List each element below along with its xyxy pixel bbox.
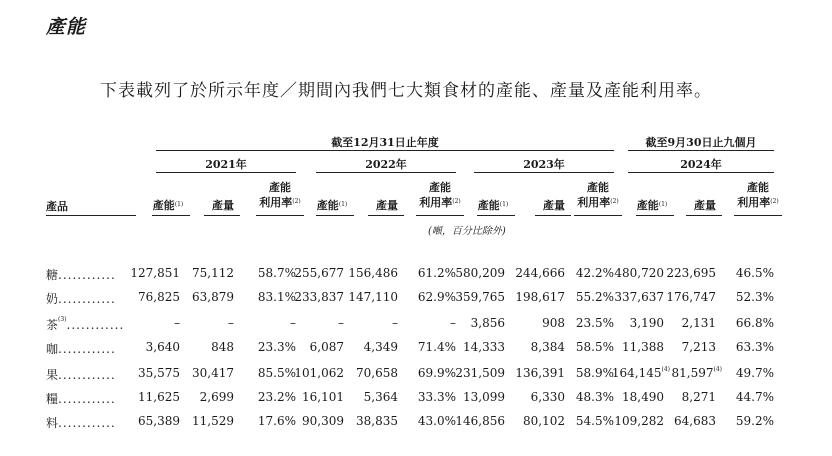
row-label <box>46 366 116 383</box>
col-header-utilization-line2 <box>574 195 622 210</box>
table-cell <box>614 266 664 280</box>
col-header-capacity <box>634 198 670 213</box>
table-cell <box>211 340 234 354</box>
col-header-capacity <box>475 198 511 213</box>
table-row <box>0 366 832 386</box>
unit-note: (噸，百分比除外) <box>428 226 506 237</box>
table-cell <box>294 366 344 380</box>
table-cell <box>515 290 565 304</box>
table-cell <box>392 316 398 330</box>
cell-value: – <box>228 316 234 330</box>
row-label <box>46 316 124 333</box>
leader-dots: ............ <box>58 342 116 356</box>
cell-value: 69.9% <box>417 366 456 380</box>
cell-value: 11,388 <box>622 340 664 354</box>
product-name: 糖 <box>46 268 59 282</box>
cell-value: 147,110 <box>348 290 398 304</box>
cell-value: 58.7% <box>257 266 296 280</box>
col-header-utilization <box>256 180 304 210</box>
cell-value: 61.2% <box>417 266 456 280</box>
table-cell <box>258 414 296 428</box>
rule-column-header <box>256 215 304 216</box>
cell-value: 85.5% <box>257 366 296 380</box>
year-2023: 2023年 <box>523 158 565 171</box>
table-cell <box>258 390 296 404</box>
table-cell <box>348 266 398 280</box>
cell-value: 30,417 <box>192 366 234 380</box>
footnote-marker: (2) <box>610 198 619 205</box>
table-cell <box>666 266 716 280</box>
table-cell <box>174 316 180 330</box>
cell-value: 38,835 <box>356 414 398 428</box>
row-label <box>46 414 116 431</box>
table-cell <box>228 316 234 330</box>
cell-value: 44.7% <box>735 390 774 404</box>
table-cell <box>294 266 344 280</box>
col-header-output: 產量 <box>376 199 398 212</box>
table-row <box>0 390 832 410</box>
cell-value: 3,856 <box>470 316 505 330</box>
footnote-marker: (3) <box>58 316 67 323</box>
cell-value: 223,695 <box>666 266 716 280</box>
cell-value: – <box>392 316 398 330</box>
table-cell <box>356 366 398 380</box>
table-cell <box>576 266 614 280</box>
table-cell <box>736 290 774 304</box>
table-cell <box>364 340 398 354</box>
table-row <box>0 340 832 360</box>
table-cell <box>258 340 296 354</box>
table-cell <box>736 390 774 404</box>
table-cell <box>463 340 505 354</box>
cell-value: 33.3% <box>417 390 456 404</box>
table-cell <box>515 366 565 380</box>
cell-value: 8,271 <box>681 390 716 404</box>
col-header-utilization-line2 <box>734 195 782 210</box>
table-cell <box>622 340 664 354</box>
cell-value: 70,658 <box>356 366 398 380</box>
cell-value: 63,879 <box>192 290 234 304</box>
table-cell <box>576 366 614 380</box>
table-cell <box>455 414 505 428</box>
leader-dots: ............ <box>66 318 125 332</box>
col-header-output: 產量 <box>543 199 565 212</box>
rule-product-header <box>46 215 136 216</box>
table-cell <box>455 266 505 280</box>
group-header-nine-months: 截至9月30日止九個月 <box>645 136 757 149</box>
table-cell <box>258 290 296 304</box>
product-name: 奶 <box>46 292 59 306</box>
cell-value: 146,856 <box>455 414 505 428</box>
cell-value: 16,101 <box>302 390 344 404</box>
table-cell <box>200 390 234 404</box>
product-name: 糧 <box>46 392 59 406</box>
cell-value: 59.2% <box>735 414 774 428</box>
table-cell <box>418 366 456 380</box>
cell-value: 255,677 <box>294 266 344 280</box>
rule-year-2022 <box>316 172 456 173</box>
cell-value: 7,213 <box>681 340 716 354</box>
year-2022: 2022年 <box>365 158 407 171</box>
col-header-utilization-label: 利用率 <box>419 196 453 209</box>
leader-dots: ............ <box>58 292 116 306</box>
table-cell <box>531 390 565 404</box>
table-cell <box>138 414 180 428</box>
table-cell <box>138 366 180 380</box>
cell-value: 23.3% <box>257 340 296 354</box>
footnote-marker: (4) <box>661 366 670 373</box>
cell-value: 42.2% <box>575 266 614 280</box>
product-name: 茶 <box>46 318 59 332</box>
table-cell <box>364 390 398 404</box>
table-cell <box>455 290 505 304</box>
year-2021: 2021年 <box>205 158 247 171</box>
cell-value: 71.4% <box>417 340 456 354</box>
table-cell <box>736 316 774 330</box>
col-header-utilization-line1: 產能 <box>587 181 609 194</box>
cell-value: 164,145 <box>611 366 662 380</box>
cell-value: 14,333 <box>463 340 505 354</box>
cell-value: 83.1% <box>257 290 296 304</box>
col-header-output: 產量 <box>212 199 234 212</box>
table-cell <box>338 316 344 330</box>
cell-value: 23.2% <box>257 390 296 404</box>
row-label <box>46 390 116 407</box>
row-label <box>46 290 116 307</box>
cell-value: – <box>450 316 456 330</box>
cell-value: 580,209 <box>455 266 505 280</box>
cell-value: 75,112 <box>192 266 234 280</box>
table-cell <box>258 266 296 280</box>
rule-column-header <box>316 215 354 216</box>
product-name: 料 <box>46 416 59 430</box>
table-cell <box>736 340 774 354</box>
cell-value: 101,062 <box>294 366 344 380</box>
table-cell <box>463 390 505 404</box>
cell-value: 81,597 <box>671 366 714 380</box>
table-cell <box>666 290 716 304</box>
table-cell <box>576 340 614 354</box>
footnote-marker: (1) <box>499 201 509 208</box>
cell-value: 65,389 <box>138 414 180 428</box>
cell-value: 52.3% <box>735 290 774 304</box>
table-cell <box>515 266 565 280</box>
cell-value: 63.3% <box>735 340 774 354</box>
table-cell <box>736 366 774 380</box>
cell-value: 11,625 <box>138 390 180 404</box>
cell-value: 233,837 <box>294 290 344 304</box>
cell-value: 3,640 <box>145 340 180 354</box>
footnote-marker: (2) <box>292 198 301 205</box>
table-row <box>0 290 832 310</box>
cell-value: 359,765 <box>455 290 505 304</box>
table-cell <box>418 340 456 354</box>
col-header-utilization-line2 <box>256 195 304 210</box>
cell-value: 35,575 <box>138 366 180 380</box>
rule-column-header <box>416 215 464 216</box>
cell-value: 244,666 <box>515 266 565 280</box>
table-cell <box>612 366 670 380</box>
table-cell <box>418 266 456 280</box>
table-row <box>0 316 832 336</box>
table-cell <box>138 290 180 304</box>
table-cell <box>614 414 664 428</box>
rule-column-header <box>686 215 722 216</box>
product-name: 果 <box>46 368 59 382</box>
cell-value: 58.5% <box>575 340 614 354</box>
table-cell <box>672 366 723 380</box>
cell-value: – <box>290 316 296 330</box>
table-cell <box>531 340 565 354</box>
col-header-utilization-label: 利用率 <box>737 196 771 209</box>
cell-value: 90,309 <box>302 414 344 428</box>
cell-value: 49.7% <box>735 366 774 380</box>
table-row <box>0 414 832 434</box>
col-header-capacity-label: 產能 <box>477 199 500 212</box>
cell-value: 127,851 <box>130 266 180 280</box>
col-header-utilization-line2 <box>416 195 464 210</box>
cell-value: 18,490 <box>622 390 664 404</box>
table-cell <box>294 290 344 304</box>
cell-value: 62.9% <box>417 290 456 304</box>
footnote-marker: (1) <box>338 201 348 208</box>
table-cell <box>130 266 180 280</box>
cell-value: 43.0% <box>417 414 456 428</box>
leader-dots: ............ <box>58 268 116 282</box>
table-cell <box>471 316 505 330</box>
table-cell <box>736 414 774 428</box>
year-2024: 2024年 <box>680 158 722 171</box>
cell-value: 109,282 <box>614 414 664 428</box>
col-header-utilization-line1: 產能 <box>429 181 451 194</box>
cell-value: 2,131 <box>681 316 716 330</box>
group-header-annual: 截至12月31日止年度 <box>331 136 439 149</box>
footnote-marker: (1) <box>174 201 184 208</box>
table-cell <box>622 390 664 404</box>
table-cell <box>450 316 456 330</box>
table-cell <box>736 266 774 280</box>
table-cell <box>630 316 664 330</box>
cell-value: 480,720 <box>614 266 664 280</box>
table-cell <box>682 316 716 330</box>
cell-value: 46.5% <box>735 266 774 280</box>
section-title: 產能 <box>46 16 87 38</box>
rule-column-header <box>477 215 515 216</box>
footnote-marker: (2) <box>770 198 779 205</box>
rule-column-header <box>636 215 674 216</box>
col-header-utilization <box>574 180 622 210</box>
cell-value: 136,391 <box>515 366 565 380</box>
footnote-marker: (4) <box>713 366 722 373</box>
col-header-utilization <box>734 180 782 210</box>
rule-year-2024 <box>628 172 774 173</box>
table-cell <box>356 414 398 428</box>
cell-value: 5,364 <box>363 390 398 404</box>
table-cell <box>418 414 456 428</box>
product-column-header: 產品 <box>46 200 68 213</box>
cell-value: – <box>338 316 344 330</box>
col-header-capacity-label: 產能 <box>152 199 175 212</box>
footnote-marker: (2) <box>452 198 461 205</box>
cell-value: 8,384 <box>530 340 565 354</box>
table-cell <box>576 390 614 404</box>
table-cell <box>576 316 614 330</box>
table-cell <box>576 290 614 304</box>
table-cell <box>302 414 344 428</box>
cell-value: 4,349 <box>363 340 398 354</box>
cell-value: 48.3% <box>575 390 614 404</box>
cell-value: – <box>174 316 180 330</box>
table-row <box>0 266 832 286</box>
cell-value: 23.5% <box>575 316 614 330</box>
table-cell <box>682 340 716 354</box>
table-cell <box>674 414 716 428</box>
rule-group-annual <box>156 150 614 151</box>
col-header-output: 產量 <box>694 199 716 212</box>
table-cell <box>682 390 716 404</box>
cell-value: 55.2% <box>575 290 614 304</box>
table-cell <box>455 366 505 380</box>
col-header-capacity-label: 產能 <box>316 199 339 212</box>
table-cell <box>192 414 234 428</box>
cell-value: 6,087 <box>309 340 344 354</box>
rule-column-header <box>574 215 622 216</box>
col-header-capacity <box>150 198 186 213</box>
footnote-marker: (1) <box>658 201 668 208</box>
rule-year-2021 <box>156 172 296 173</box>
cell-value: 908 <box>542 316 565 330</box>
cell-value: 17.6% <box>257 414 296 428</box>
col-header-utilization-label: 利用率 <box>259 196 293 209</box>
table-cell <box>192 290 234 304</box>
rule-column-header <box>368 215 404 216</box>
cell-value: 58.9% <box>575 366 614 380</box>
cell-value: 11,529 <box>192 414 234 428</box>
rule-column-header <box>152 215 190 216</box>
table-cell <box>290 316 296 330</box>
col-header-utilization <box>416 180 464 210</box>
col-header-utilization-line1: 產能 <box>747 181 769 194</box>
cell-value: 6,330 <box>530 390 565 404</box>
table-cell <box>192 266 234 280</box>
rule-column-header <box>204 215 240 216</box>
rule-column-header <box>535 215 571 216</box>
cell-value: 2,699 <box>199 390 234 404</box>
rule-year-2023 <box>474 172 614 173</box>
table-cell <box>258 366 296 380</box>
rule-group-nine-months <box>628 150 774 151</box>
col-header-capacity <box>314 198 350 213</box>
intro-paragraph: 下表載列了於所示年度／期間內我們七大類食材的產能、產量及產能利用率。 <box>100 81 712 101</box>
table-cell <box>418 390 456 404</box>
table-cell <box>192 366 234 380</box>
cell-value: 64,683 <box>674 414 716 428</box>
table-cell <box>542 316 565 330</box>
cell-value: 66.8% <box>735 316 774 330</box>
cell-value: 76,825 <box>138 290 180 304</box>
row-label <box>46 340 116 357</box>
leader-dots: ............ <box>58 416 116 430</box>
cell-value: 156,486 <box>348 266 398 280</box>
table-cell <box>418 290 456 304</box>
leader-dots: ............ <box>58 392 116 406</box>
rule-column-header <box>734 215 782 216</box>
cell-value: 3,190 <box>629 316 664 330</box>
table-cell <box>302 390 344 404</box>
cell-value: 337,637 <box>614 290 664 304</box>
cell-value: 13,099 <box>463 390 505 404</box>
row-label <box>46 266 116 283</box>
table-cell <box>138 390 180 404</box>
col-header-utilization-line1: 產能 <box>269 181 291 194</box>
cell-value: 80,102 <box>523 414 565 428</box>
table-cell <box>348 290 398 304</box>
col-header-capacity-label: 產能 <box>636 199 659 212</box>
leader-dots: ............ <box>58 368 116 382</box>
table-cell <box>576 414 614 428</box>
table-cell <box>614 290 664 304</box>
cell-value: 848 <box>211 340 234 354</box>
table-cell <box>523 414 565 428</box>
product-name: 咖 <box>46 342 59 356</box>
table-cell <box>146 340 180 354</box>
cell-value: 231,509 <box>455 366 505 380</box>
cell-value: 176,747 <box>666 290 716 304</box>
cell-value: 198,617 <box>515 290 565 304</box>
cell-value: 54.5% <box>575 414 614 428</box>
table-cell <box>310 340 344 354</box>
col-header-utilization-label: 利用率 <box>577 196 611 209</box>
